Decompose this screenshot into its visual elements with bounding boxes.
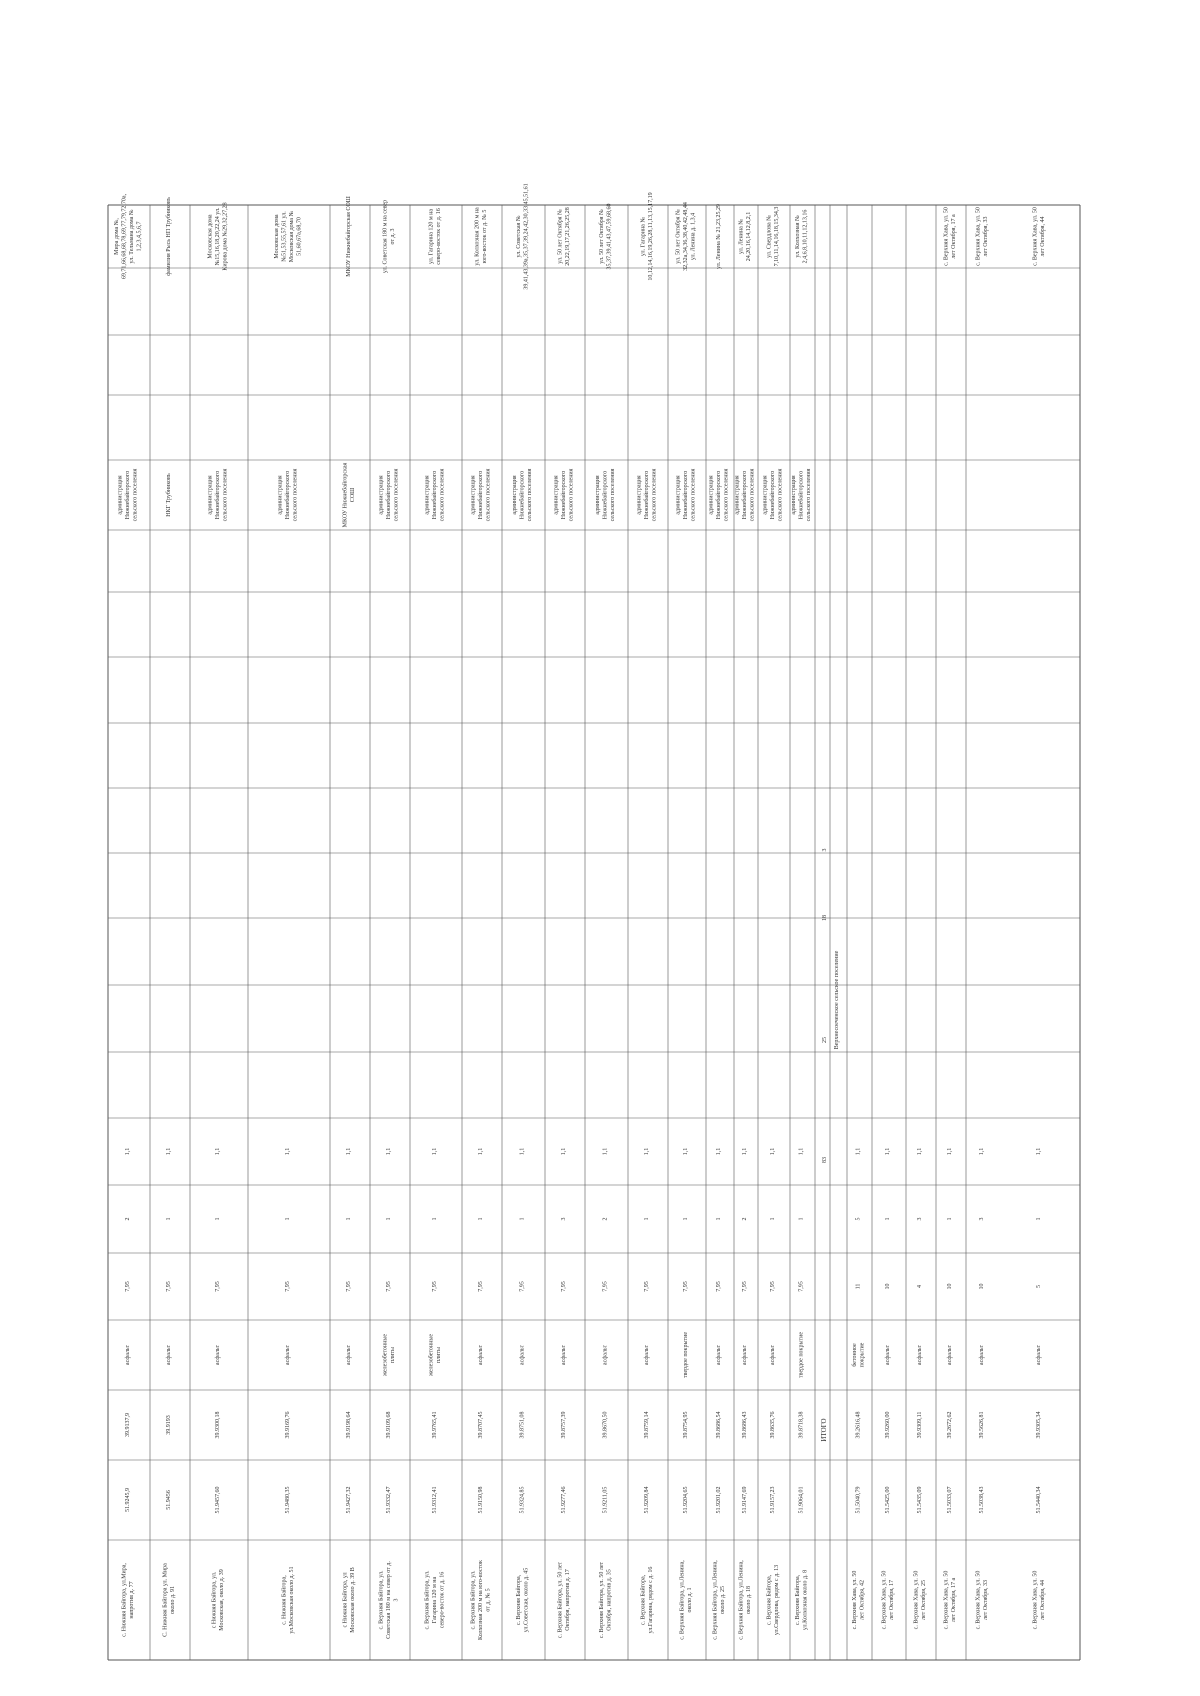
served-cell: северо-восток от д. 16 xyxy=(435,208,442,265)
address-cell: ул.Московская около д. 51 xyxy=(288,1566,295,1634)
capacity-cell: 1,1 xyxy=(215,1147,221,1156)
section-label: Верхнесоеченское сельское поселение xyxy=(834,950,840,1050)
count-cell: 1 xyxy=(947,1217,953,1221)
area-cell: 7,95 xyxy=(798,1281,805,1292)
owner-cell: администрация xyxy=(762,475,769,515)
latitude-cell: 51.9277,46 xyxy=(561,1486,567,1514)
longitude-cell: 39.9765,41 xyxy=(432,1411,438,1439)
area-cell: 7,95 xyxy=(285,1281,291,1292)
served-cell: 69,71,66,68,68,78,69,77,79,72,70а, xyxy=(121,193,128,280)
served-cell: Мира дома №, xyxy=(113,218,120,255)
count-cell: 1 xyxy=(798,1217,805,1221)
area-cell: 7,95 xyxy=(683,1281,689,1292)
longitude-cell: 39.8635,76 xyxy=(770,1411,776,1439)
latitude-cell: 51.9147,69 xyxy=(742,1486,748,1514)
latitude-cell: 51.5038,43 xyxy=(979,1486,985,1514)
address-cell: напротив д. 77 xyxy=(128,1581,135,1619)
owner-cell: администрация xyxy=(424,475,431,515)
capacity-cell: 1,1 xyxy=(166,1147,172,1156)
latitude-cell: 51.9245,9 xyxy=(125,1488,131,1512)
count-cell: 3 xyxy=(917,1217,923,1221)
count-cell: 1 xyxy=(166,1217,172,1221)
capacity-cell: 1,1 xyxy=(716,1147,722,1156)
address-cell: лет Октября, 44 xyxy=(1039,1579,1046,1621)
served-cell: ул. 50 лет Октября № xyxy=(557,209,564,264)
capacity-cell: 1,1 xyxy=(947,1147,953,1156)
owner-cell: Нижнебайгорского xyxy=(432,470,438,520)
owner-cell: сельского поселения xyxy=(485,468,492,522)
table-grid xyxy=(108,205,1080,1660)
served-cell: МКОУ Нижнебайгорская СОШ xyxy=(346,196,352,277)
capacity-cell: 1,1 xyxy=(285,1147,291,1156)
count-cell: 1 xyxy=(432,1217,438,1221)
count-cell: 1 xyxy=(215,1217,221,1221)
capacity-cell: 1,1 xyxy=(432,1147,438,1156)
address-cell: около д. 91 xyxy=(169,1585,176,1615)
longitude-cell: 39.9309,11 xyxy=(917,1411,923,1439)
area-cell: 10 xyxy=(979,1283,985,1290)
longitude-cell: 39.2672,62 xyxy=(947,1411,953,1439)
served-cell: лет Октября, 44 xyxy=(1039,216,1046,257)
served-cell: ул. Тельмана дома № xyxy=(128,209,135,264)
owner-cell: администрация xyxy=(470,475,477,515)
surface-cell: твердое покрытие xyxy=(683,1332,689,1378)
surface-cell: покрытие xyxy=(859,1342,866,1368)
surface-cell: асфальт xyxy=(1036,1344,1042,1366)
surface-cell: асфальт xyxy=(125,1344,131,1366)
address-cell: северо-восток от д. 16 xyxy=(439,1571,446,1629)
surface-cell: асфальт xyxy=(478,1344,484,1366)
summary-label: ИТОГО xyxy=(820,1418,828,1442)
count-cell: 1 xyxy=(346,1217,352,1221)
capacity-cell: 1,1 xyxy=(602,1147,609,1156)
surface-cell: асфальт xyxy=(770,1344,776,1366)
surface-cell: асфальт xyxy=(716,1344,722,1366)
owner-cell: Нижнебайгорского xyxy=(716,470,722,520)
surface-cell: железобетонные xyxy=(382,1333,389,1377)
owner-cell: Нижнебайгорского xyxy=(125,470,131,520)
longitude-cell: 39.8759,14 xyxy=(644,1411,650,1439)
latitude-cell: 51.9150,98 xyxy=(478,1486,484,1514)
served-cell: с. Верхняя Хава, ул. 50 xyxy=(943,207,950,266)
address-cell: с. Нижняя Байгора, ул.Мира, xyxy=(121,1563,128,1637)
address-cell: с. Верхняя Байгора, ул. xyxy=(424,1570,431,1630)
longitude-cell: 39.9137,9 xyxy=(125,1413,131,1437)
surface-cell: асфальт xyxy=(885,1344,891,1366)
address-cell: с. Верхняя Хава, ул. 50 xyxy=(1032,1570,1039,1630)
address-cell: с Нижняя Байгора, ул. xyxy=(211,1571,218,1629)
surface-cell: асфальт xyxy=(742,1344,748,1366)
owner-cell: администрация xyxy=(378,475,385,515)
address-cell: с. Верхняя Байгора, xyxy=(515,1574,522,1626)
owner-cell: Нижнебайгорского xyxy=(519,470,526,520)
address-cell: с. Верхняя Байгора, ул.Ленина, xyxy=(712,1560,719,1640)
owner-cell: администрация xyxy=(675,475,682,515)
count-cell: 2 xyxy=(742,1217,748,1221)
address-cell: ул.Советская, около д. 45 xyxy=(523,1567,530,1633)
owner-cell: сельского поселения xyxy=(723,468,730,522)
owner-cell: администрация xyxy=(117,475,124,515)
address-cell: лет Октября, 42 xyxy=(859,1579,866,1621)
owner-cell: Нижнебайгорского xyxy=(602,470,609,520)
served-cell: ул. Колхозная 200 м на xyxy=(474,207,481,266)
address-cell: с. Верхняя Байгора, xyxy=(766,1574,773,1626)
owner-cell: администрация xyxy=(595,475,601,515)
surface-cell: асфальт xyxy=(346,1344,352,1366)
count-cell: 2 xyxy=(125,1217,131,1221)
longitude-cell: 39.8751,08 xyxy=(519,1411,526,1439)
owner-cell: Нижнебайгорского xyxy=(215,470,221,520)
area-cell: 7,95 xyxy=(770,1281,776,1292)
served-cell: Московская дома xyxy=(207,214,214,259)
served-cell: ул. Свердлова № xyxy=(766,215,773,258)
address-cell: с. Верхняя Байгора, ул. 50 лет xyxy=(598,1561,605,1639)
owner-cell: МКОУ Нижнебайгорская xyxy=(342,462,349,528)
latitude-cell: 51.9312,41 xyxy=(432,1486,438,1514)
area-cell: 10 xyxy=(885,1283,891,1290)
latitude-cell: 51.9332,47 xyxy=(386,1486,392,1514)
owner-cell: сельского поселения xyxy=(610,468,616,522)
address-cell: около д. 18 xyxy=(745,1585,752,1615)
owner-cell: сельского поселения xyxy=(439,468,446,522)
count-cell: 1 xyxy=(478,1217,484,1221)
longitude-cell: 39.9260,00 xyxy=(885,1411,891,1439)
owner-cell: сельского поселения xyxy=(222,468,229,522)
address-cell: Московская около д. 39 В xyxy=(349,1567,356,1633)
area-cell: 7,95 xyxy=(215,1281,221,1292)
address-cell: Советская 180 м на север от д. xyxy=(386,1561,392,1639)
address-cell: с. Верхняя Байгора, ул. xyxy=(378,1570,385,1630)
owner-cell: Нижнебайгорского xyxy=(386,470,392,520)
surface-cell: плиты xyxy=(435,1346,442,1364)
address-cell: около д. 1 xyxy=(686,1587,693,1613)
address-cell: около д. 25 xyxy=(719,1585,726,1615)
served-cell: ул. 50 лет Октября № xyxy=(598,209,605,264)
capacity-cell: 1,1 xyxy=(386,1147,392,1156)
area-cell: 7,95 xyxy=(519,1281,526,1292)
capacity-cell: 1,1 xyxy=(125,1147,131,1156)
longitude-cell: 39.8757,39 xyxy=(561,1411,567,1439)
area-cell: 7,95 xyxy=(432,1281,438,1292)
surface-cell: асфальт xyxy=(561,1344,567,1366)
owner-cell: Нижнебайгорского xyxy=(561,470,567,520)
address-cell: Октября, напротив д. 17 xyxy=(564,1569,571,1631)
owner-cell: администрация xyxy=(636,475,643,515)
surface-cell: асфальт xyxy=(215,1344,221,1366)
latitude-cell: 51.9480,35 xyxy=(285,1486,291,1514)
longitude-cell: 39.9300,18 xyxy=(215,1411,221,1439)
owner-cell: сельского поселения xyxy=(292,468,299,522)
served-cell: 35,37,39,41,43,47,59,68,60 xyxy=(606,203,613,270)
count-cell: 1 xyxy=(1036,1217,1042,1221)
surface-cell: железобетонные xyxy=(428,1333,435,1377)
served-cell: ул. Советская № xyxy=(515,215,522,258)
served-cell: лет Октября, 17 а xyxy=(950,214,957,259)
longitude-cell: 39.8686,54 xyxy=(716,1411,722,1439)
area-cell: 7,95 xyxy=(166,1281,172,1292)
served-cell: ул. Ленина № xyxy=(738,219,745,254)
capacity-cell: 1,1 xyxy=(644,1147,650,1156)
address-cell: лет Октября, 33 xyxy=(982,1579,989,1621)
total-count: 83 xyxy=(822,1157,828,1163)
address-cell: лет Октября, 17 xyxy=(888,1579,895,1621)
capacity-cell: 1,1 xyxy=(742,1147,748,1156)
total-value: 25 xyxy=(822,1037,828,1043)
surface-cell: асфальт xyxy=(285,1344,291,1366)
served-cell: ул. Гагарина 120 м на xyxy=(428,208,435,265)
owner-cell: Нижнебайгорского xyxy=(742,470,748,520)
owner-cell: сельского поселения xyxy=(777,468,784,522)
longitude-cell: 39.2616,48 xyxy=(855,1411,862,1439)
count-cell: 1 xyxy=(386,1217,392,1221)
longitude-cell: 39.8718,38 xyxy=(798,1411,805,1439)
address-cell: Московская, около д. 39 xyxy=(218,1569,225,1631)
address-cell: с. Верхняя Байгора, ул. xyxy=(470,1570,477,1630)
longitude-cell: 39.8754,95 xyxy=(683,1411,689,1439)
capacity-cell: 1,1 xyxy=(478,1147,484,1156)
address-cell: с Нижняя Байгора, ул xyxy=(342,1572,349,1628)
owner-cell: Нижнебайгорского xyxy=(644,470,650,520)
served-cell: №15,16,18,20,22,24 ул. xyxy=(215,207,221,266)
owner-cell: Нижнебайгорского xyxy=(478,470,484,520)
owner-cell: сельского поселения xyxy=(690,468,697,522)
latitude-cell: 51.5440,34 xyxy=(1036,1486,1042,1514)
latitude-cell: 51.5425,00 xyxy=(885,1486,891,1514)
latitude-cell: 51.5033,07 xyxy=(947,1486,953,1514)
surface-cell: бетонное xyxy=(851,1343,858,1367)
count-cell: 1 xyxy=(716,1217,722,1221)
surface-cell: плиты xyxy=(389,1346,396,1364)
owner-cell: администрация xyxy=(277,475,284,515)
served-cell: лет Октября, 33 xyxy=(982,216,989,257)
longitude-cell: 39.8686,43 xyxy=(742,1411,748,1439)
capacity-cell: 1,1 xyxy=(561,1147,567,1156)
address-cell: от д. № 5 xyxy=(485,1588,492,1612)
owner-cell: сельского поселения xyxy=(393,468,400,522)
served-cell: ул. 50 лет Октября № xyxy=(675,209,682,264)
capacity-cell: 1,1 xyxy=(885,1147,891,1156)
owner-cell: Нижнебайгорского xyxy=(798,470,805,520)
surface-cell: твердое покрытие xyxy=(798,1332,805,1378)
latitude-cell: 51.5040,79 xyxy=(855,1486,862,1514)
served-cell: фамилия Рысь НП Трубниковъ xyxy=(166,197,172,276)
owner-cell: администрация xyxy=(512,475,518,515)
served-cell: ул. Советская 180 м на север xyxy=(382,199,389,274)
latitude-cell: 51.9457,60 xyxy=(215,1486,221,1514)
area-cell: 7,95 xyxy=(716,1281,722,1292)
address-cell: с. Верхняя Хава, ул. 50 xyxy=(851,1570,858,1630)
address-cell: лет Октября, 25 xyxy=(920,1579,927,1621)
served-cell: Московская дома № xyxy=(288,210,295,263)
address-cell: Гагарина 120 м на xyxy=(432,1576,438,1624)
address-cell: с. Верхняя Байгора, xyxy=(794,1574,801,1626)
count-cell: 1 xyxy=(644,1217,650,1221)
served-cell: юго-восток от д. № 5 xyxy=(481,209,488,264)
longitude-cell: 39.9169,76 xyxy=(285,1411,291,1439)
owner-cell: администрация xyxy=(207,475,214,515)
served-cell: 24,20,16,14,12,8,2,1 xyxy=(745,211,752,262)
served-cell: 10,12,14,16,19,26,28,11,13,15,17,19 xyxy=(647,192,654,281)
served-cell: 51,60,67а,68,70 xyxy=(296,217,303,256)
count-cell: 2 xyxy=(602,1217,609,1221)
area-cell: 4 xyxy=(917,1285,923,1288)
owner-cell: администрация xyxy=(734,475,741,515)
served-cell: 7,10,11,14,16,18,15,34,3 xyxy=(773,206,780,267)
address-cell: ул.Гагарина, рядом с д. 16 xyxy=(647,1566,654,1634)
served-cell: ул. Колхозная № xyxy=(794,215,801,258)
served-cell: ул. Ленина д. 1,3,4 xyxy=(690,212,697,261)
area-cell: 7,95 xyxy=(742,1281,748,1292)
owner-cell: Нижнебайгорского xyxy=(683,470,689,520)
served-cell: №51,53,55,57,61 ул. xyxy=(281,211,288,262)
capacity-cell: 1,1 xyxy=(683,1147,689,1156)
served-cell: 20,22,19,17,21,26,25,28 xyxy=(564,207,571,266)
address-cell: ул.Колхозная около д. 8 xyxy=(802,1569,809,1631)
count-cell: 1 xyxy=(683,1217,689,1221)
owner-cell: СОШ xyxy=(349,487,356,503)
owner-cell: Нижнебайгорского xyxy=(770,470,776,520)
area-cell: 7,95 xyxy=(346,1281,352,1292)
count-cell: 1 xyxy=(770,1217,776,1221)
owner-cell: сельского поселения xyxy=(132,468,139,522)
served-cell: с. Верхняя Хава, ул. 50 xyxy=(975,207,982,266)
address-cell: с. Верхняя Байгора, ул. 50 лет xyxy=(557,1561,564,1639)
address-cell: С. Нижняя Байгора ул. Мира xyxy=(162,1563,169,1637)
served-cell: 39,41,43,39а,35,37,39,24,42,30,33,45,51,61 xyxy=(523,183,530,290)
address-cell: Октября, напротив д. 35 xyxy=(606,1569,613,1631)
longitude-cell: 39.8707,45 xyxy=(478,1411,484,1439)
owner-cell: сельского поселения xyxy=(651,468,658,522)
longitude-cell: 39.5626,81 xyxy=(979,1411,985,1439)
address-cell: лет Октября, 17 а xyxy=(950,1577,957,1623)
served-cell: Кирова дома №29,32,27,28 xyxy=(222,202,229,271)
address-cell: с. Верхняя Байгора, xyxy=(640,1574,647,1626)
longitude-cell: 39.9193 xyxy=(166,1415,172,1435)
count-cell: 1 xyxy=(285,1217,291,1221)
owner-cell: администрация xyxy=(553,475,560,515)
capacity-cell: 1,1 xyxy=(519,1147,526,1156)
owner-cell: сельского поселения xyxy=(527,468,533,522)
surface-cell: асфальт xyxy=(979,1344,985,1366)
surface-cell: асфальт xyxy=(602,1344,609,1366)
capacity-cell: 1,1 xyxy=(1036,1147,1042,1156)
capacity-cell: 1,1 xyxy=(979,1147,985,1156)
latitude-cell: 51.9204,65 xyxy=(683,1486,689,1514)
latitude-cell: 51.9209,84 xyxy=(644,1486,650,1514)
latitude-cell: 51.9427,32 xyxy=(346,1486,352,1514)
capacity-cell: 1,1 xyxy=(917,1147,923,1156)
owner-cell: администрация xyxy=(708,475,715,515)
area-cell: 7,95 xyxy=(386,1281,392,1292)
latitude-cell: 51.9456 xyxy=(166,1490,172,1510)
count-cell: 3 xyxy=(979,1217,985,1221)
capacity-cell: 1,1 xyxy=(770,1147,776,1156)
capacity-cell: 1,1 xyxy=(855,1147,862,1156)
area-cell: 5 xyxy=(1036,1285,1042,1288)
address-cell: с. Верхняя Хава, ул. 50 xyxy=(943,1570,950,1630)
surface-cell: асфальт xyxy=(519,1344,526,1366)
area-cell: 7,95 xyxy=(602,1281,609,1292)
served-cell: с. Верхняя Хава, ул. 50 xyxy=(1032,207,1039,266)
address-cell: ул.Свердлова, рядом с д. 13 xyxy=(773,1564,780,1636)
surface-cell: асфальт xyxy=(917,1344,923,1366)
latitude-cell: 51.5435,09 xyxy=(917,1486,923,1514)
longitude-cell: 39.9305,34 xyxy=(1036,1411,1042,1439)
address-cell: с. Верхняя Байгора, ул.Ленина, xyxy=(679,1560,686,1640)
owner-cell: сельского поселения xyxy=(568,468,575,522)
surface-cell: асфальт xyxy=(947,1344,953,1366)
area-cell: 7,95 xyxy=(125,1281,131,1292)
latitude-cell: 51.9201,02 xyxy=(716,1486,722,1514)
owner-cell: НКГ Трубниковъ xyxy=(166,473,172,517)
served-cell: 32,32а,34,36,38,40,42,48,44 xyxy=(683,202,689,271)
served-cell: Московская дома xyxy=(273,214,280,259)
latitude-cell: 51.9324,85 xyxy=(519,1486,526,1514)
address-cell: Колхозная 200 м на юго-восток xyxy=(478,1560,484,1640)
total-value: 3 xyxy=(822,848,828,852)
latitude-cell: 51.9064,01 xyxy=(798,1486,805,1514)
served-cell: ул. Ленина № 21,23,25,29 xyxy=(716,204,722,269)
address-cell: с. Верхняя Хава, ул. 50 xyxy=(975,1570,982,1630)
address-cell: с. Верхняя Хава, ул. 50 xyxy=(913,1570,920,1630)
area-cell: 11 xyxy=(855,1283,862,1290)
served-cell: от д. 3 xyxy=(389,228,396,245)
owner-cell: администрация xyxy=(791,475,797,515)
area-cell: 10 xyxy=(947,1283,953,1290)
served-cell: 2,4,6,8,10,11,12,13,16 xyxy=(802,209,809,264)
area-cell: 7,95 xyxy=(644,1281,650,1292)
count-cell: 1 xyxy=(885,1217,891,1221)
latitude-cell: 51.9157,23 xyxy=(770,1486,776,1514)
address-cell: с. Верхняя Байгора, ул.Ленина, xyxy=(738,1560,745,1640)
area-cell: 7,95 xyxy=(561,1281,567,1292)
surface-cell: асфальт xyxy=(644,1344,650,1366)
longitude-cell: 39.9109,68 xyxy=(386,1411,392,1439)
address-cell: 3 xyxy=(393,1598,400,1602)
owner-cell: сельского поселения xyxy=(806,468,812,522)
longitude-cell: 39.8670,50 xyxy=(602,1411,609,1439)
count-cell: 1 xyxy=(519,1217,526,1221)
address-cell: с. Верхняя Хава, ул. 50 xyxy=(881,1570,888,1630)
area-cell: 7,95 xyxy=(478,1281,484,1292)
capacity-cell: 1,1 xyxy=(798,1147,805,1156)
surface-cell: асфальт xyxy=(166,1344,172,1366)
owner-cell: Нижнебайгорского xyxy=(285,470,291,520)
latitude-cell: 51.9211,05 xyxy=(602,1486,609,1514)
owner-cell: сельского поселения xyxy=(749,468,756,522)
longitude-cell: 39.9198,64 xyxy=(346,1411,352,1439)
count-cell: 3 xyxy=(561,1217,567,1221)
address-cell: с. Нижняя Байгора, xyxy=(281,1575,288,1625)
total-value: 18 xyxy=(822,915,828,921)
served-cell: 1,2,3,4,5,6,7 xyxy=(136,221,143,252)
served-cell: ул. Гагарина № xyxy=(640,216,647,257)
count-cell: 5 xyxy=(855,1217,862,1221)
capacity-cell: 1,1 xyxy=(346,1147,352,1156)
